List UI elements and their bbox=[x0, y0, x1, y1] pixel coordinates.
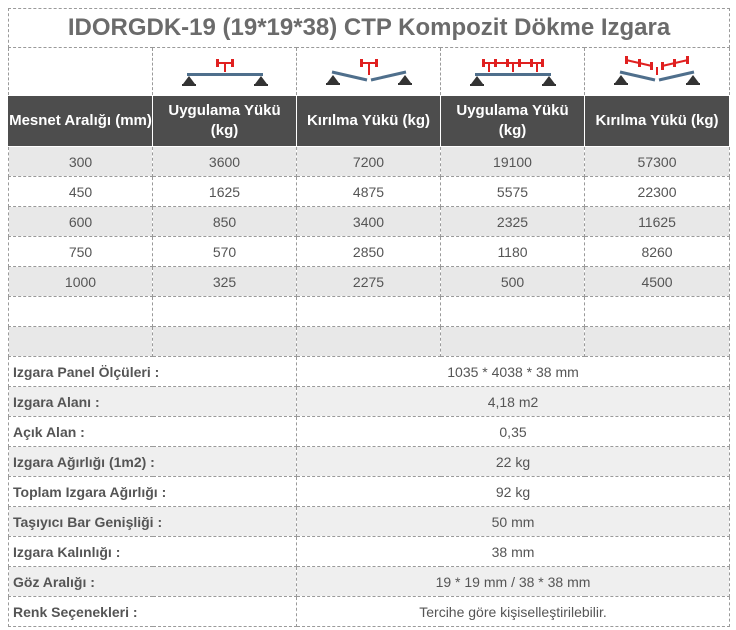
table-header-row bbox=[9, 96, 730, 147]
spec-row bbox=[9, 507, 730, 537]
table-cell: 2325 bbox=[441, 207, 585, 237]
table-cell: 300 bbox=[9, 147, 153, 177]
spec-label: Göz Aralığı : bbox=[9, 567, 297, 597]
table-cell: 5575 bbox=[441, 177, 585, 207]
table-cell: 2850 bbox=[297, 237, 441, 267]
spec-row bbox=[9, 387, 730, 417]
table-cell: 57300 bbox=[585, 147, 730, 177]
spec-value: 38 mm bbox=[297, 537, 730, 567]
table-cell: 11625 bbox=[585, 207, 730, 237]
distributed-load-beam-icon bbox=[441, 48, 585, 96]
spec-value: 50 mm bbox=[297, 507, 730, 537]
table-cell: 850 bbox=[153, 207, 297, 237]
table-row bbox=[9, 267, 730, 297]
table-cell: 19100 bbox=[441, 147, 585, 177]
empty-row bbox=[9, 327, 730, 357]
table-row bbox=[9, 237, 730, 267]
spec-label: Izgara Alanı : bbox=[9, 387, 297, 417]
table-row bbox=[9, 147, 730, 177]
distributed-load-broken-beam-icon bbox=[585, 48, 730, 96]
spec-value: 0,35 bbox=[297, 417, 730, 447]
table-cell: 1180 bbox=[441, 237, 585, 267]
spec-label: Izgara Ağırlığı (1m2) : bbox=[9, 447, 297, 477]
point-load-broken-beam-icon bbox=[297, 48, 441, 96]
table-cell: 570 bbox=[153, 237, 297, 267]
empty-row bbox=[9, 297, 730, 327]
spec-value: 19 * 19 mm / 38 * 38 mm bbox=[297, 567, 730, 597]
header-working-load-point: Uygulama Yükü (kg) bbox=[153, 96, 297, 147]
spec-label: Izgara Panel Ölçüleri : bbox=[9, 357, 297, 387]
header-span: Mesnet Aralığı (mm) bbox=[9, 96, 153, 147]
table-cell: 2275 bbox=[297, 267, 441, 297]
header-working-load-distributed: Uygulama Yükü (kg) bbox=[441, 96, 585, 147]
spec-value: 92 kg bbox=[297, 477, 730, 507]
table-cell: 8260 bbox=[585, 237, 730, 267]
table-cell: 325 bbox=[153, 267, 297, 297]
spec-row bbox=[9, 537, 730, 567]
spec-value: 22 kg bbox=[297, 447, 730, 477]
table-cell: 4875 bbox=[297, 177, 441, 207]
spec-row bbox=[9, 597, 730, 627]
table-cell: 1000 bbox=[9, 267, 153, 297]
spec-label: Izgara Kalınlığı : bbox=[9, 537, 297, 567]
spec-label: Renk Seçenekleri : bbox=[9, 597, 297, 627]
table-cell: 750 bbox=[9, 237, 153, 267]
spec-row bbox=[9, 417, 730, 447]
table-cell: 3600 bbox=[153, 147, 297, 177]
spec-row bbox=[9, 357, 730, 387]
header-breaking-load-distributed: Kırılma Yükü (kg) bbox=[585, 96, 730, 147]
table-cell: 1625 bbox=[153, 177, 297, 207]
spec-value: Tercihe göre kişiselleştirilebilir. bbox=[297, 597, 730, 627]
table-row bbox=[9, 177, 730, 207]
table-cell: 600 bbox=[9, 207, 153, 237]
spec-label: Açık Alan : bbox=[9, 417, 297, 447]
table-cell: 22300 bbox=[585, 177, 730, 207]
spec-row bbox=[9, 477, 730, 507]
table-cell: 7200 bbox=[297, 147, 441, 177]
table-cell: 500 bbox=[441, 267, 585, 297]
empty-icon-cell bbox=[9, 48, 153, 96]
table-cell: 3400 bbox=[297, 207, 441, 237]
header-breaking-load-point: Kırılma Yükü (kg) bbox=[297, 96, 441, 147]
spec-label: Taşıyıcı Bar Genişliği : bbox=[9, 507, 297, 537]
spec-row bbox=[9, 447, 730, 477]
spec-label: Toplam Izgara Ağırlığı : bbox=[9, 477, 297, 507]
spec-row bbox=[9, 567, 730, 597]
spec-value: 4,18 m2 bbox=[297, 387, 730, 417]
table-row bbox=[9, 207, 730, 237]
load-table bbox=[8, 8, 730, 627]
point-load-beam-icon bbox=[153, 48, 297, 96]
table-cell: 4500 bbox=[585, 267, 730, 297]
table-title: IDORGDK-19 (19*19*38) CTP Kompozit Dökme Izgara bbox=[9, 9, 730, 48]
table-cell: 450 bbox=[9, 177, 153, 207]
spec-value: 1035 * 4038 * 38 mm bbox=[297, 357, 730, 387]
